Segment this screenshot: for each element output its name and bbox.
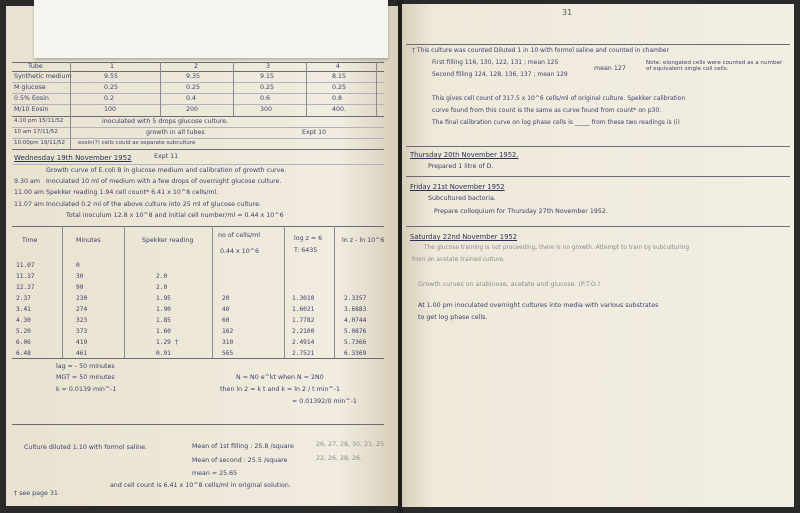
growth-cell: 565: [222, 350, 234, 357]
growth-cell: 1.60: [156, 328, 171, 335]
growth-cell: 2.0: [156, 284, 168, 291]
cell: 0.25: [332, 84, 347, 91]
expt-label: Expt 11: [154, 153, 179, 160]
wednesday-title: Growth curve of E.coli B in glucose medium and calibration of growth curve.: [46, 167, 287, 174]
col-header-4: 4: [336, 63, 341, 70]
right-notebook-page: [402, 4, 794, 507]
growth-cell: 1.29 †: [156, 339, 179, 346]
cell: 200: [186, 106, 199, 113]
saturday-text-5: to get log phase cells.: [418, 314, 488, 321]
mgt-value: MGT = 50 minutes: [56, 374, 115, 381]
entry-text: Inoculated 0.2 ml of the above culture into 25 ml of glucose culture.: [46, 201, 261, 208]
k-value: k = 0.0139 min^-1: [56, 386, 117, 393]
growth-cell: 1.3010: [292, 295, 315, 302]
tube-header: Tube: [28, 63, 43, 70]
growth-cell: 2.37: [16, 295, 31, 302]
cell: 300: [260, 106, 273, 113]
saturday-heading: Saturday 22nd November 1952: [410, 233, 518, 241]
log-time: 10.00pm 19/11/52: [14, 140, 66, 146]
row-label: 0.5% Eosin: [14, 95, 49, 102]
gt-header-ln: ln z - ln 10^6: [342, 237, 385, 244]
left-notebook-page: [6, 6, 398, 506]
growth-cell: 90: [76, 284, 84, 291]
col-header-2: 2: [194, 63, 199, 70]
cell: 100: [104, 106, 117, 113]
growth-cell: 1.95: [156, 295, 171, 302]
final-calibration-line: The final calibration curve on log phase cells is _____ from these two readings is (i): [432, 119, 680, 126]
growth-cell: 5.0876: [344, 328, 367, 335]
gt-header-cells: no of cells/ml: [218, 232, 261, 239]
calibration-curve-line: curve found from this count is the same as curve found from count* on p30.: [432, 107, 662, 114]
growth-cell: 6.3369: [344, 350, 367, 357]
thursday-heading: Thursday 20th November 1952.: [410, 151, 519, 159]
growth-cell: 5.20: [16, 328, 31, 335]
growth-cell: 11.07: [16, 262, 35, 269]
cell: 0.25: [104, 84, 119, 91]
cell-count-line: and cell count is 6.41 x 10^8 cells/ml in original solution.: [110, 482, 291, 489]
saturday-text-3: Growth curves on arabinose, acetate and glucose. (P.T.O.): [418, 281, 601, 288]
growth-cell: 0.91: [156, 350, 171, 357]
cell: 0.8: [332, 95, 343, 102]
growth-cell: 162: [222, 328, 234, 335]
growth-cell: 1.6021: [292, 306, 315, 313]
count-note-title: † This culture was counted Diluted 1 in 10 with formol saline and counted in chamber: [412, 47, 669, 54]
growth-cell: 310: [222, 339, 234, 346]
cell: 9.55: [104, 73, 119, 80]
mean-second-filling: Mean of second : 25.5 /square: [192, 457, 288, 464]
gt-header-log: log z = 6: [294, 235, 323, 242]
cell: 0.25: [186, 84, 201, 91]
cell: 0.6: [260, 95, 271, 102]
growth-cell: 2.7521: [292, 350, 315, 357]
entry-time: 9.30 am: [14, 178, 41, 185]
cell: 9.15: [260, 73, 275, 80]
gt-header-spekker: Spekker reading: [142, 237, 194, 244]
row-label: M glucose: [14, 84, 46, 91]
col-header-3: 3: [266, 63, 271, 70]
thursday-text: Prepared 1 litre of D.: [428, 163, 494, 170]
saturday-text-1: The glucose training is not proceeding, there is no growth. Attempt to train by subculturing: [424, 245, 690, 251]
friday-heading: Friday 21st November 1952: [410, 183, 505, 191]
growth-cell: 40: [222, 306, 230, 313]
wednesday-heading: Wednesday 19th November 1952: [14, 154, 132, 162]
cell: 400.: [332, 106, 347, 113]
growth-cell: 1.85: [156, 317, 171, 324]
growth-cell: 4.30: [16, 317, 31, 324]
row-label: M/10 Eosin: [14, 106, 49, 113]
row-label: Synthetic medium: [14, 73, 72, 80]
mean-label: mean 127: [594, 65, 626, 72]
log-text: growth in all tubes: [146, 129, 205, 136]
growth-cell: 419: [76, 339, 88, 346]
cell: 9.35: [186, 73, 201, 80]
growth-cell: 60: [222, 317, 230, 324]
growth-cell: 2.2100: [292, 328, 315, 335]
growth-cell: 2.0: [156, 273, 168, 280]
cell: 8.15: [332, 73, 347, 80]
col-header-1: 1: [110, 63, 115, 70]
growth-cell: 5.7366: [344, 339, 367, 346]
entry-text: Spekker reading 1.94 cell count* 6.41 x 10^8 cells/ml.: [46, 189, 219, 196]
gt-header-minutes: Minutes: [76, 237, 101, 244]
side-note: Note: elongated cells were counted as a number of equivalent single coli cells.: [646, 60, 783, 73]
growth-cell: 274: [76, 306, 88, 313]
log-time: 10 am 17/11/52: [14, 129, 58, 135]
k-result: = 0.01392/0 min^-1: [292, 398, 357, 405]
culture-diluted: Culture diluted 1:10 with formol saline.: [24, 444, 148, 451]
saturday-text-2: from an acetate trained culture.: [412, 257, 505, 263]
growth-cell: 20: [222, 295, 230, 302]
growth-formula: N = N0 e^kt when N = 2N0: [236, 374, 324, 381]
entry-text: Inoculated 10 ml of medium with a few drops of overnight glucose culture.: [46, 178, 282, 185]
growth-cell: 3.41: [16, 306, 31, 313]
first-filling: First filling 116, 130, 122, 131 ; mean 125: [432, 59, 559, 66]
growth-cell: 11.37: [16, 273, 35, 280]
growth-cell: 0: [76, 262, 80, 269]
growth-cell: 2.4914: [292, 339, 315, 346]
growth-cell: 2.3357: [344, 295, 367, 302]
second-filling: Second filling 124, 128, 136, 137 ; mean 129: [432, 71, 568, 78]
growth-formula-then: then ln 2 = k t and k = ln 2 / t min^-1: [220, 386, 341, 393]
gt-header-time: Time: [22, 237, 38, 244]
growth-cell: 6.06: [16, 339, 31, 346]
log-time: 4.10 pm 15/11/52: [14, 118, 64, 124]
log-note: Expt 10: [302, 129, 327, 136]
see-page-note: † see page 31: [14, 490, 58, 497]
folded-paper-flap: [34, 0, 388, 58]
cell: 0.25: [260, 84, 275, 91]
entry-time: 11.07 am: [14, 201, 45, 208]
entry-time: 11.00 am: [14, 189, 45, 196]
growth-cell: 12.37: [16, 284, 35, 291]
gt-subheader-cells: 0.44 x 10^6: [220, 248, 260, 255]
friday-text-1: Subcultured bactoria.: [428, 195, 496, 202]
friday-text-2: Prepare colloquium for Thursday 27th November 1952.: [434, 208, 608, 215]
growth-cell: 6.48: [16, 350, 31, 357]
cell: 0.2: [104, 95, 115, 102]
counts-second: 22, 26, 28, 26.: [316, 455, 363, 462]
mean-first-filling: Mean of 1st filling : 25.8 /square: [192, 443, 294, 450]
cell: 0.4: [186, 95, 197, 102]
log-text: inoculated with 5 drops glucose culture.: [102, 118, 229, 125]
growth-cell: 323: [76, 317, 88, 324]
growth-cell: 1.7782: [292, 317, 315, 324]
growth-cell: 373: [76, 328, 88, 335]
growth-cell: 230: [76, 295, 88, 302]
gt-subheader-log: T: 6435: [294, 247, 318, 254]
growth-cell: 3.6883: [344, 306, 367, 313]
growth-cell: 4.0744: [344, 317, 367, 324]
growth-cell: 30: [76, 273, 84, 280]
counts-first: 26, 27, 28, 30, 21, 25: [316, 441, 385, 448]
cell-count-result: This gives cell count of 317.5 x 10^6 cells/ml of original culture. Spekker calibration: [432, 95, 686, 102]
mean-overall: mean = 25.65: [192, 470, 238, 477]
page-number: 31: [562, 8, 573, 17]
growth-cell: 1.90: [156, 306, 171, 313]
saturday-text-4: At 1.00 pm inoculated overnight cultures into media with various substrates: [418, 302, 659, 309]
entry-text: Total inoculum 12.8 x 10^8 and initial cell number/ml = 0.44 x 10^6: [66, 212, 284, 219]
growth-cell: 461: [76, 350, 88, 357]
log-text: eosin(?) cells could as separate subculture: [78, 140, 196, 146]
lag-value: lag = - 50 minutes: [56, 363, 115, 370]
